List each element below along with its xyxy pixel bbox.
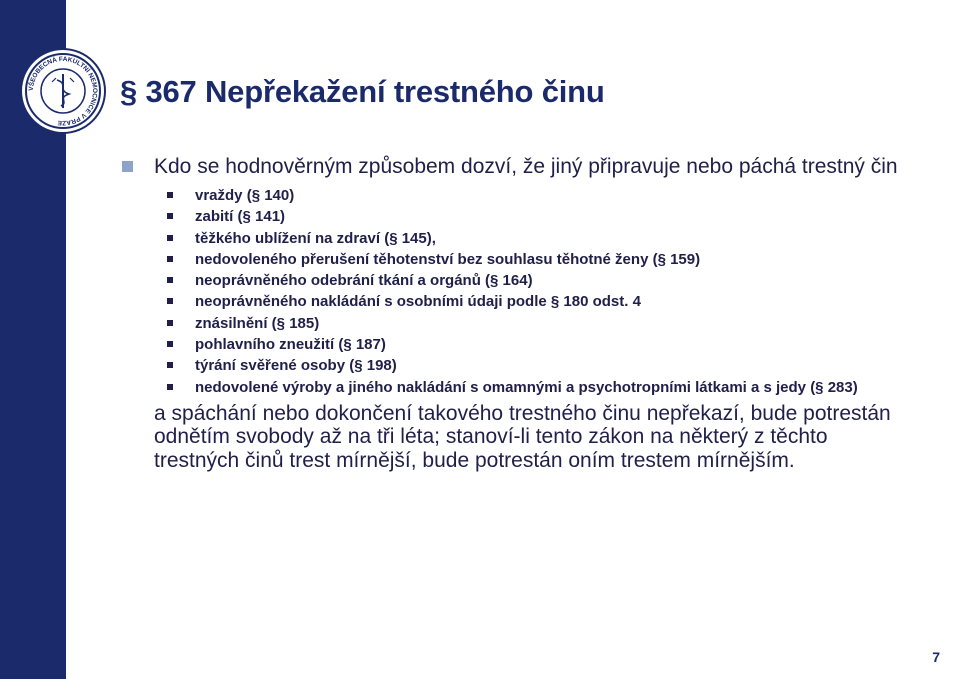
- square-bullet-icon: [167, 235, 173, 241]
- list-item-text: zabití (§ 141): [195, 208, 286, 226]
- square-bullet-icon: [167, 384, 173, 390]
- slide-body: [120, 154, 910, 472]
- list-item: [120, 185, 910, 206]
- main-bullet-point: [120, 154, 910, 179]
- list-item-text: neoprávněného nakládání s osobními údaji podle § 180 odst. 4: [195, 293, 641, 311]
- list-item-text: nedovoleného přerušení těhotenství bez souhlasu těhotné ženy (§ 159): [195, 250, 701, 268]
- svg-text:VŠEOBECNÁ FAKULTNÍ NEMOCNICE V: VŠEOBECNÁ FAKULTNÍ NEMOCNICE V PRAZE: [27, 55, 99, 127]
- list-item-text: znásilnění (§ 185): [195, 314, 320, 332]
- list-item: [120, 270, 910, 291]
- hospital-seal-icon: [22, 50, 104, 132]
- list-item: [120, 206, 910, 227]
- list-item-text: nedovolené výroby a jiného nakládání s omamnými a psychotropními látkami a s jedy (§ 283): [195, 378, 858, 396]
- list-item: [120, 249, 910, 270]
- square-bullet-icon: [167, 192, 173, 198]
- list-item-text: vraždy (§ 140): [195, 187, 295, 204]
- list-item-text: týrání svěřené osoby (§ 198): [195, 357, 397, 375]
- list-item: [120, 313, 910, 334]
- slide-title: § 367 Nepřekažení trestného činu: [120, 74, 605, 109]
- list-item-text: pohlavního zneužití (§ 187): [195, 336, 386, 354]
- square-bullet-icon: [122, 161, 133, 172]
- square-bullet-icon: [167, 256, 173, 262]
- page-number: 7: [932, 649, 940, 665]
- list-item: [120, 355, 910, 376]
- square-bullet-icon: [167, 341, 173, 347]
- list-item: [120, 334, 910, 355]
- list-item-text: neoprávněného odebrání tkání a orgánů (§ 164): [195, 272, 533, 290]
- list-item: [120, 291, 910, 312]
- square-bullet-icon: [167, 213, 173, 219]
- square-bullet-icon: [167, 298, 173, 304]
- closing-paragraph: a spáchání nebo dokončení takového trestného činu nepřekazí, bude potrestán odnětím svobody až na tři léta; stanoví-li tento zákon na některý z těchto trestných činů trest mírnější, bude potrestán oním trestem mírnějším.: [154, 401, 891, 472]
- square-bullet-icon: [167, 320, 173, 326]
- crime-list: [120, 185, 910, 398]
- list-item: [120, 228, 910, 249]
- main-bullet-text: Kdo se hodnověrným způsobem dozví, že jiný připravuje nebo páchá trestný čin: [154, 155, 898, 178]
- hospital-logo: [22, 50, 104, 132]
- list-item-text: těžkého ublížení na zdraví (§ 145),: [195, 229, 436, 247]
- list-item: [120, 377, 910, 398]
- square-bullet-icon: [167, 277, 173, 283]
- square-bullet-icon: [167, 362, 173, 368]
